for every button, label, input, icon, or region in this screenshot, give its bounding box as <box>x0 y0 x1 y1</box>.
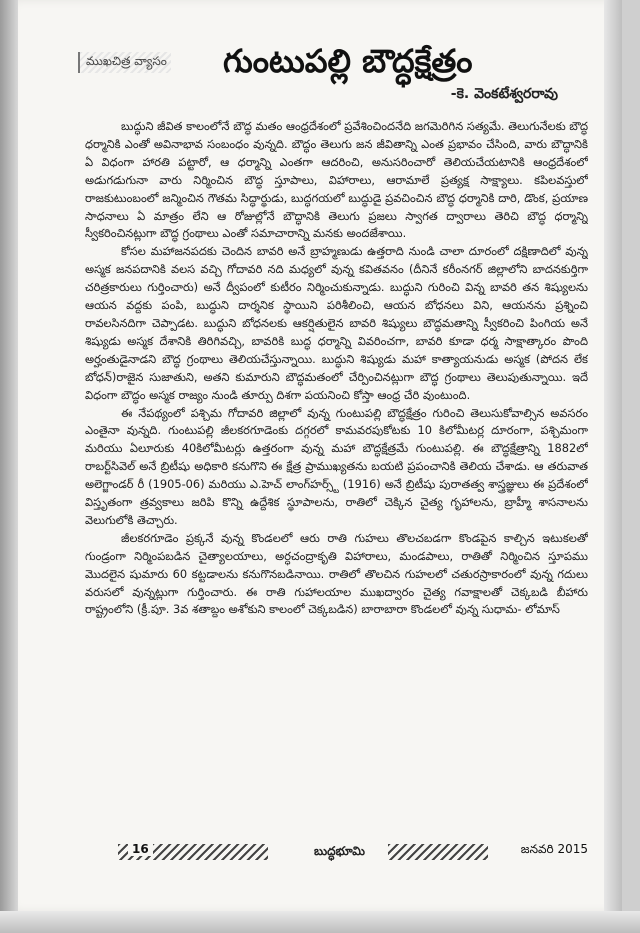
magazine-name: బుద్ధభూమి <box>314 844 365 858</box>
paragraph-4: జీలకరగూడెం ప్రక్కనే వున్న కొండలలో ఆరు రాతి గుహలు తొలచబడగా కొండపైన కాల్చిన ఇటుకలతో గుండ్రంగా నిర్మింపబడిన చైత్యాలయాలు, అర్ధచంద్రాకృతి విహారాలు, మండపాలు, రాతితో నిర్మించిన స్తూపము మొదలైన షుమారు 60 కట్టడాలను కనుగొనబడినాయి. రాతిలో తొలచిన గుహలలో చతురస్రాకారంలో వున్న గదులు వరుసలో వున్నట్లుగా గుర్తించారు. ఈ రాతి గుహాలయాల ముఖద్వారం చైత్య గవాక్షాలతో చెక్కబడి బీహారు రాష్ట్రంలోని (క్రీ.పూ. 3వ శతాబ్దం అశోకుని కాలంలో చెక్కబడిన) బారాబారా కొండలలో వున్న సుధామ- లోమాస్ <box>85 530 588 617</box>
page-footer <box>118 842 588 864</box>
paragraph-3: ఈ నేపథ్యంలో పశ్చిమ గోదావరి జిల్లాలో వున్న గుంటుపల్లి బౌద్ధక్షేత్రం గురించి తెలుసుకోవాల్సిన అవసరం ఎంతైనా వున్నది. గుంటుపల్లి జీలకరగూడెంకు దగ్గరలో కామవరపుకోటకు 10 కిలోమీటర్ల దూరంగా, పశ్చిమంగా మరియు ఏలూరుకు 40కిలోమీటర్లు ఉత్తరంగా వున్న మహా బౌద్ధక్షేత్రమే గుంటుపల్లి. ఈ బౌద్ధక్షేత్రాన్ని 1882లో రాబర్ట్‌సివెల్ అనే బ్రిటీషు అధికారి కనుగొని ఈ క్షేత్ర ప్రాముఖ్యతను బయటి ప్రపంచానికి తెలియ చేశాడు. ఆ తరువాత అలెగ్జాండర్ రీ (1905-06) మరియు ఎ.హెచ్ లాంగ్‌హర్స్ట్ (1916) అనే బ్రిటీషు పురాతత్వ శాస్త్రజ్ఞులు ఈ ప్రదేశంలో విస్తృతంగా త్రవ్వకాలు జరిపి కొన్ని ఉద్దేశిక స్థూపాలను, రాతిలో చెక్కిన చైత్య గృహాలను, బ్రాహ్మీ శాసనాలను వెలుగులోకి తెచ్చారు. <box>85 405 588 527</box>
scan-edge-left <box>0 0 18 933</box>
paragraph-1: బుద్ధుని జీవిత కాలంలోనే బౌద్ధ మతం ఆంధ్రదేశంలో ప్రవేశించిందనేది జగమెరిగిన సత్యమే. తెలుగునేలకు బౌద్ధ ధర్మానికి ఎంతో అవినాభావ సంబంధం వున్నది. బౌద్ధం తెలుగు జన జీవితాన్ని ఎంత ప్రభావం చేసింది, వారు బౌద్ధానికి ఏ విధంగా హారతి పట్టారో, ఆ ధర్మాన్ని ఎంతగా ఆదరించి, అనుసరించారో తెలియచేయటానికి ఆంధ్రదేశంలో అడుగడుగునా వారు నిర్మించిన బౌద్ధ స్తూపాలు, విహారాలు, ఆరామాలే ప్రత్యక్ష సాక్ష్యాలు. కపిలవస్తులో రాజకుటుంబంలో జన్మించిన గౌతమ సిద్ధార్థుడు, బుద్ధగయలో బుద్ధుడై ప్రవచించిన బౌద్ధ ధర్మానికి దారి, డొంక, ప్రయాణ సాధనాలు ఏ మాత్రం లేని ఆ రోజుల్లోనే బౌద్ధానికి తెలుగు ప్రజలు స్వాగత ద్వారాలు తెరిచి బౌద్ధ ధర్మాన్ని స్వీకరించినట్లుగా బౌద్ధ గ్రంథాలు ఎంతో సమాచారాన్ని మనకు అందజేశాయి. <box>85 119 588 241</box>
article-body <box>85 118 588 833</box>
issue-date: జనవరి 2015 <box>520 842 588 856</box>
article-title: గుంటుపల్లి బౌద్ధక్షేత్రం <box>223 42 473 80</box>
scan-edge-bottom <box>0 911 640 933</box>
page-fold-shadow <box>604 0 622 912</box>
footer-hatch-right <box>388 844 488 860</box>
paragraph-2: కోసల మహాజనపదకు చెందిన బావరి అనే బ్రాహ్మణుడు ఉత్తరాది నుండి చాలా దూరంలో దక్షిణాదిలో వున్న అస్మక జనపదానికి వలస వచ్చి గోదావరి నది మధ్యలో వున్న కవితవనం (దీనినే కరీంనగర్ జిల్లాలోని బాదనకుర్తిగా చరిత్రకారులు గుర్తించారు) అనే ద్వీపంలో కుటీరం నిర్మించుకున్నాడు. బుద్ధుని గురించి విన్న బావరి తన శిష్యులను ఆయన వద్దకు పంపి, బుద్ధుని దార్శనిక స్థాయిని పరిశీలించి, ఆయన బోధనలు విని, ఆయనను ప్రశ్నించి రావలసినదిగా చెప్పాడట. బుద్ధుని బోధనలకు ఆకర్షితులైన బావరి శిష్యులు బౌద్ధమతాన్ని స్వీకరించి పింగియ అనే శిష్యుడు అస్మక దేశానికి తిరిగివచ్చి, బావరికి బుద్ధ ధర్మాన్ని వివరించగా, బావరి కూడా ధర్మ సాక్షాత్కారం పొంది అర్హంతుడైనాడని బౌద్ధ గ్రంథాలు తెలియచేస్తున్నాయి. బుద్ధుని శిష్యుడు మహా కాత్యాయనుడు అస్మక (పోదన లేక బోధన్)రాజైన సుజాతుని, అతని కుమారుని బౌద్ధమతంలో చేర్పించినట్లుగా బౌద్ధ గ్రంథాలు తెలుపుతున్నాయి. ఇదే విధంగా బౌద్ధం అస్మక రాజ్యం నుండి తూర్పు దిశగా పయనించి కోస్తా ఆంధ్ర చేరి వుంటుంది. <box>85 244 588 402</box>
section-label: ముఖచిత్ర వ్యాసం <box>78 52 171 73</box>
article-author: -కె. వెంకటేశ్వరరావు <box>450 86 558 102</box>
article-header <box>78 42 558 104</box>
page-number: 16 <box>128 842 153 856</box>
